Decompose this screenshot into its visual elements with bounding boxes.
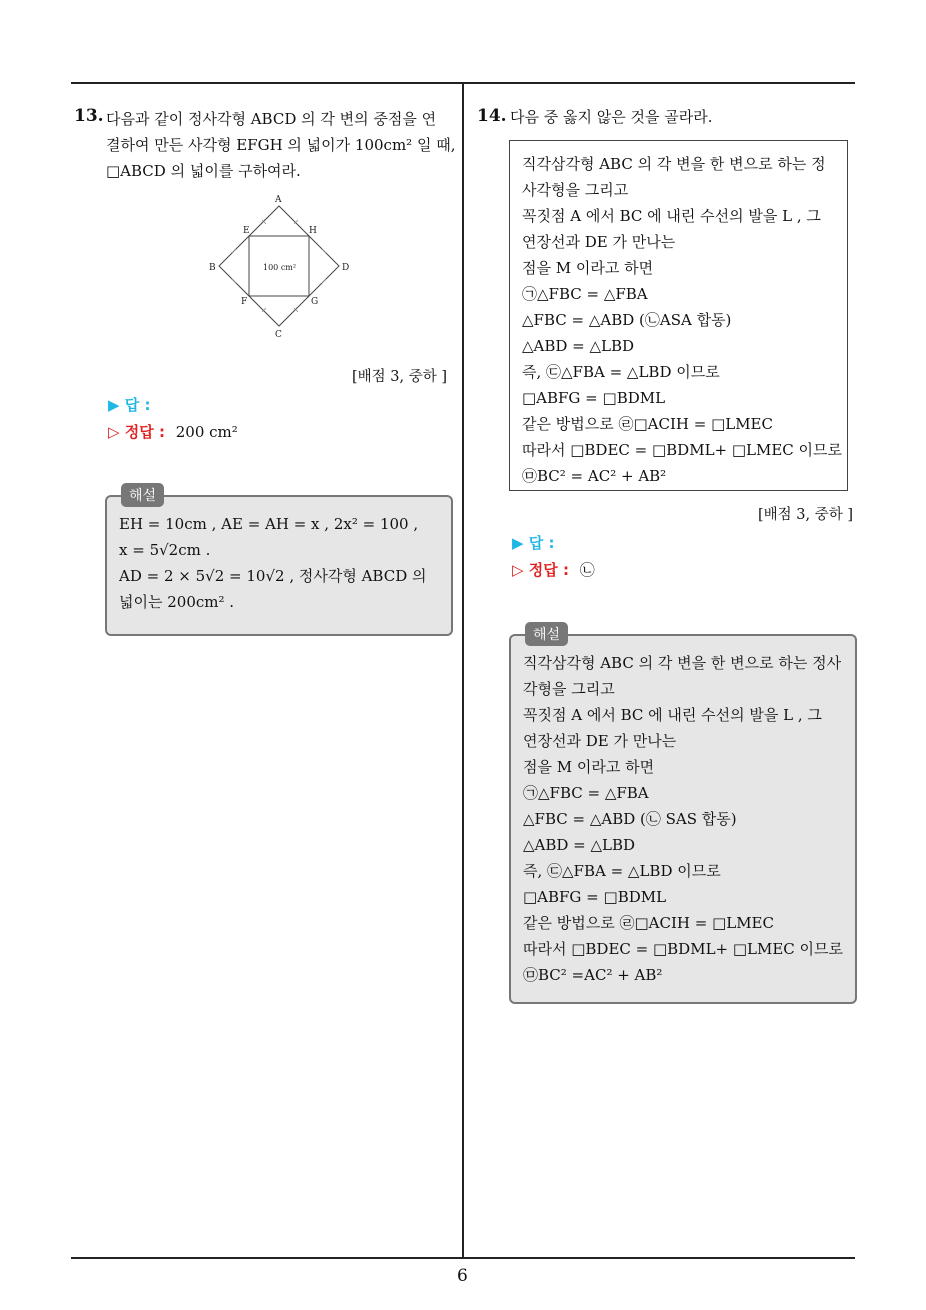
proof-line: 따라서 □BDEC = □BDML+ □LMEC 이므로 [522,441,843,459]
label-e: E [243,226,250,236]
proof-line: 같은 방법으로 ㉣□ACIH = □LMEC [522,415,773,433]
proof-line: ㉠△FBC = △FBA [522,285,648,303]
proof-line: □ABFG = □BDML [522,389,666,407]
explanation-line: AD = 2 × 5√2 = 10√2 , 정사각형 ABCD 의 [119,567,427,585]
explanation-line: □ABFG = □BDML [523,888,667,906]
explanation-line: 연장선과 DE 가 만나는 [523,732,677,750]
explanation-line: ㉠△FBC = △FBA [523,784,649,802]
proof-line: △ABD = △LBD [522,337,635,355]
explanation-tag: 해설 [525,622,568,646]
explanation-line: ㉤BC² =AC² + AB² [523,966,663,984]
question-number: 13. [74,106,104,126]
proof-line: 직각삼각형 ABC 의 각 변을 한 변으로 하는 정 [522,155,826,173]
answer-label: ▶ 답 : [512,534,555,552]
page-number: 6 [457,1266,468,1286]
explanation-line: x = 5√2cm . [119,541,211,559]
proof-line: 점을 M 이라고 하면 [522,259,654,277]
explanation-line: 즉, ㉢△FBA = △LBD 이므로 [523,862,721,880]
proof-line: 즉, ㉢△FBA = △LBD 이므로 [522,363,720,381]
label-c: C [275,330,282,340]
correct-answer [108,421,238,442]
correct-label: ▷ 정답 : [108,423,165,441]
square-figure [205,190,355,340]
bottom-rule [71,1257,855,1259]
explanation-line: 같은 방법으로 ㉣□ACIH = □LMEC [523,914,774,932]
question-line: □ABCD 의 넓이를 구하여라. [106,162,301,180]
proof-line: 연장선과 DE 가 만나는 [522,233,676,251]
correct-answer [512,559,595,580]
label-d: D [342,263,350,273]
explanation-line: 넓이는 200cm² . [119,593,235,611]
question-text: 다음 중 옳지 않은 것을 골라라. [510,108,713,126]
correct-label: ▷ 정답 : [512,561,569,579]
explanation-box [105,488,453,636]
explanation-line: 점을 M 이라고 하면 [523,758,655,776]
proof-line: △FBC = △ABD (㉡ASA 합동) [522,311,732,329]
question-text [106,106,458,184]
proof-box [509,140,848,491]
explanation-line: △FBC = △ABD (㉡ SAS 합동) [523,810,737,828]
score-meta: [배점 3, 중하 ] [758,507,854,523]
correct-value: ㉡ [579,561,595,579]
correct-value: 200 cm² [175,423,238,441]
explanation-line: 각형을 그리고 [523,680,615,698]
question-number: 14. [477,106,507,126]
question-line: 결하여 만든 사각형 EFGH 의 넓이가 100cm² 일 때, [106,136,456,154]
explanation-tag: 해설 [121,483,164,507]
score-meta: [배점 3, 중하 ] [352,369,448,385]
explanation-box [509,627,857,1004]
explanation-line: 꼭짓점 A 에서 BC 에 내린 수선의 발을 L , 그 [523,706,822,724]
answer-label: ▶ 답 : [108,396,151,414]
explanation-line: 따라서 □BDEC = □BDML+ □LMEC 이므로 [523,940,844,958]
proof-line: ㉤BC² = AC² + AB² [522,467,667,485]
label-h: H [309,226,317,236]
label-a: A [275,195,282,205]
explanation-line: 직각삼각형 ABC 의 각 변을 한 변으로 하는 정사 [523,654,842,672]
explanation-line: △ABD = △LBD [523,836,636,854]
proof-line: 사각형을 그리고 [522,181,629,199]
proof-line: 꼭짓점 A 에서 BC 에 내린 수선의 발을 L , 그 [522,207,821,225]
question-line: 다음과 같이 정사각형 ABCD 의 각 변의 중점을 연 [106,110,437,128]
explanation-line: EH = 10cm , AE = AH = x , 2x² = 100 , [119,515,419,533]
column-divider [462,83,464,1258]
label-f: F [241,297,248,307]
label-g: G [311,297,319,307]
area-label: 100 cm² [263,263,297,272]
label-b: B [209,263,216,273]
